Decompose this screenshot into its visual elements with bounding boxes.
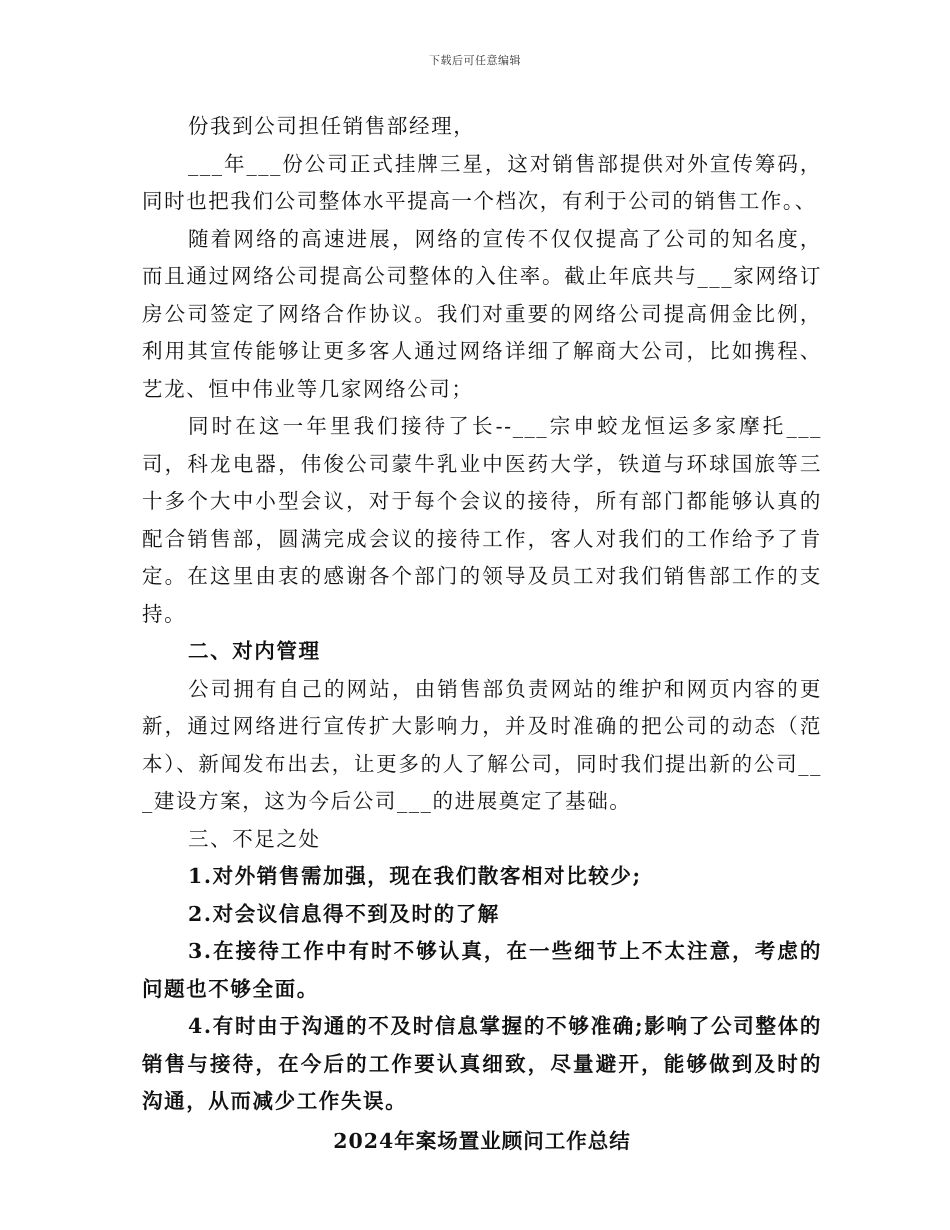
paragraph-listing: ___年___份公司正式挂牌三星，这对销售部提供对外宣传筹码，同时也把我们公司整体水平提高一个档次，有利于公司的销售工作。、 [142,151,822,213]
paragraph-intro: 份我到公司担任销售部经理， [188,114,476,138]
list-item-4: 4.有时由于沟通的不及时信息掌握的不够准确;影响了公司整体的销售与接待，在今后的工作要认真细致，尽量避开，能够做到及时的沟通，从而减少工作失误。 [142,1014,822,1113]
heading-internal-management: 二、对内管理 [188,639,321,663]
list-item-1: 1.对外销售需加强，现在我们散客相对比较少; [188,864,642,888]
paragraph-website: 公司拥有自己的网站，由销售部负责网站的维护和网页内容的更新，通过网络进行宣传扩大影响力，并及时准确的把公司的动态（范本）、新闻发布出去，让更多的人了解公司，同时我们提出新的公司___建设方案，这为今后公司___的进展奠定了基础。 [142,676,822,813]
next-document-title: 2024年案场置业顾问工作总结 [333,1128,631,1153]
heading-shortcomings: 三、不足之处 [188,826,321,851]
list-item-2: 2.对会议信息得不到及时的了解 [188,901,500,926]
list-item-3: 3.在接待工作中有时不够认真，在一些细节上不太注意，考虑的问题也不够全面。 [142,939,822,1001]
paragraph-meetings: 同时在这一年里我们接待了长--___宗申蛟龙恒运多家摩托___司，科龙电器，伟俊公司蒙牛乳业中医药大学，铁道与环球国旅等三十多个大中小型会议，对于每个会议的接待，所有部门都能够认真的配合销售部，圆满完成会议的接待工作，客人对我们的工作给予了肯定。在这里由衷的感谢各个部门的领导及员工对我们销售部工作的支持。 [142,414,822,626]
page-header-note: 下载后可任意编辑 [429,54,521,67]
document-body [142,108,822,1160]
paragraph-network: 随着网络的高速进展，网络的宣传不仅仅提高了公司的知名度，而且通过网络公司提高公司整体的入住率。截止年底共与___家网络订房公司签定了网络合作协议。我们对重要的网络公司提高佣金比例，利用其宣传能够让更多客人通过网络详细了解商大公司，比如携程、艺龙、恒中伟业等几家网络公司； [142,226,822,401]
